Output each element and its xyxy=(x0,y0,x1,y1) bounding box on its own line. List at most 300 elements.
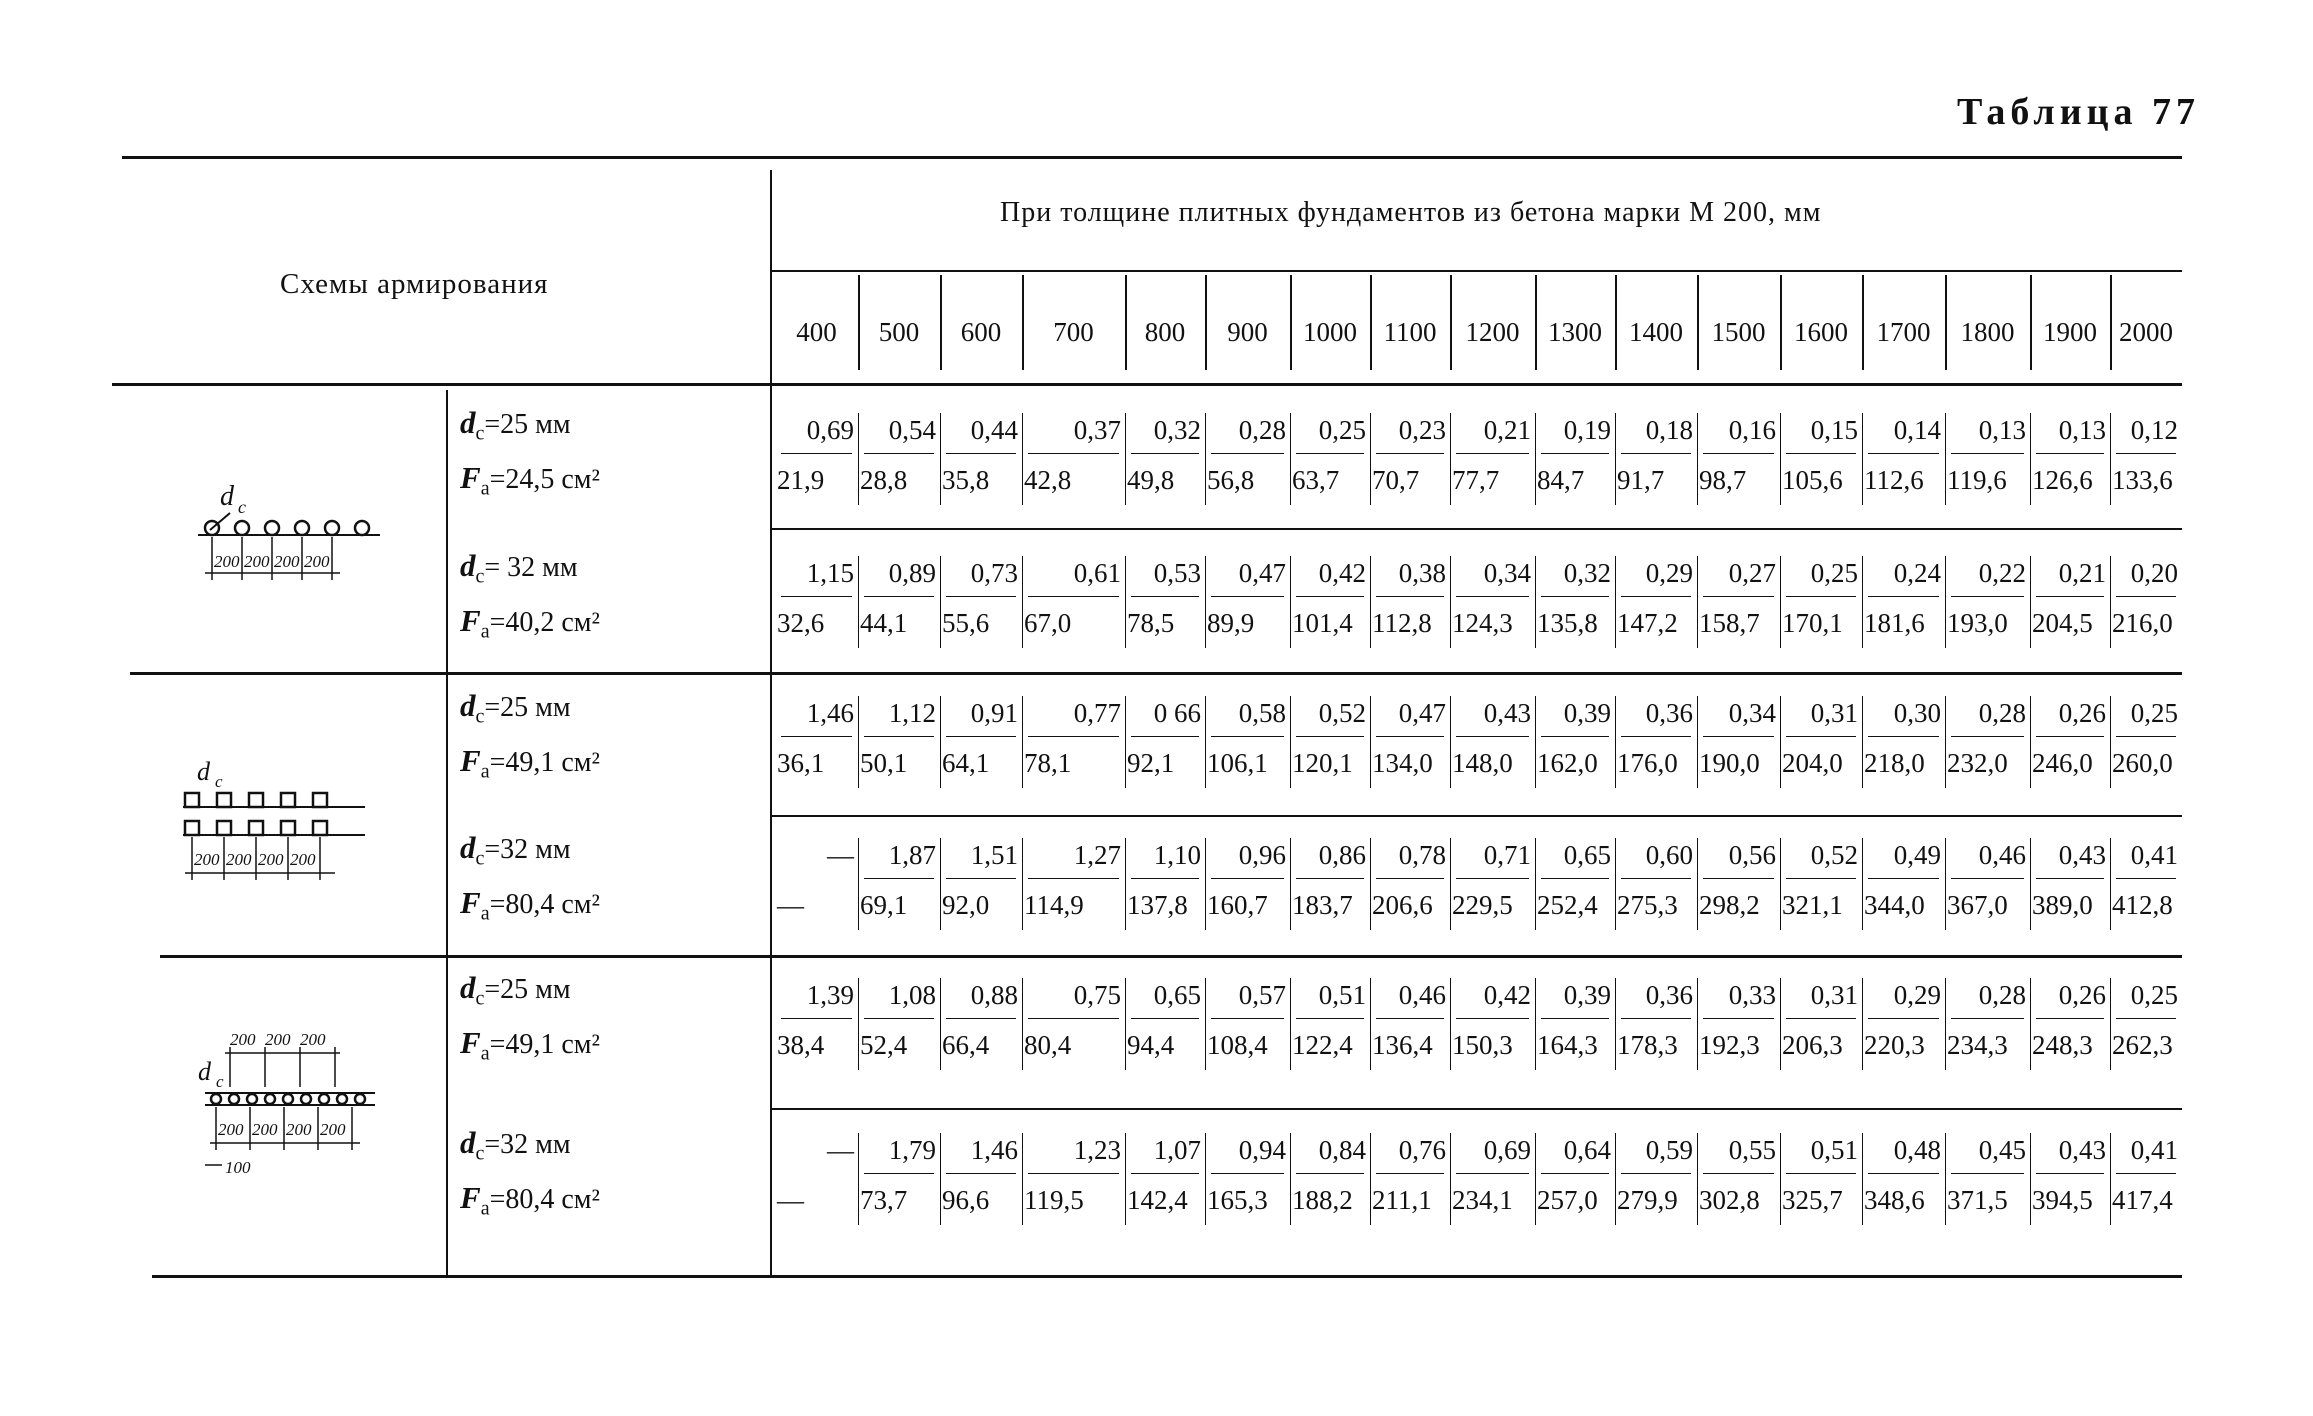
svg-text:200: 200 xyxy=(226,850,252,869)
fraction-bar xyxy=(1541,736,1609,737)
svg-text:d: d xyxy=(197,757,210,786)
cell-bottom-value: 119,5 xyxy=(1024,1185,1084,1215)
cell-bottom-value: 417,4 xyxy=(2112,1185,2173,1215)
cell-bottom-value: 64,1 xyxy=(942,748,990,778)
cell-top-value: 0,86 xyxy=(1318,840,1366,870)
fraction-bar xyxy=(1296,1018,1364,1019)
cell-bottom-value: 122,4 xyxy=(1292,1030,1353,1060)
svg-text:200: 200 xyxy=(244,552,270,571)
fraction-bar xyxy=(1868,1173,1939,1174)
svg-text:200: 200 xyxy=(258,850,284,869)
cell-bottom-value: 206,3 xyxy=(1782,1030,1843,1060)
fraction-bar xyxy=(1211,736,1284,737)
cell-rule xyxy=(1290,413,1291,505)
cell-bottom-value: 262,3 xyxy=(2112,1030,2173,1060)
svg-text:200: 200 xyxy=(230,1030,256,1049)
cell-top-value: 0,45 xyxy=(1978,1135,2026,1165)
cell-rule xyxy=(1945,413,1946,505)
cell-bottom-value: 119,6 xyxy=(1947,465,2007,495)
cell-top-value: 1,27 xyxy=(1073,840,1121,870)
column-rule xyxy=(1370,275,1372,370)
cell-top-value: 0,48 xyxy=(1893,1135,1941,1165)
svg-text:200: 200 xyxy=(194,850,220,869)
cell-top-value: 0,20 xyxy=(2130,558,2178,588)
cell-rule xyxy=(858,696,859,788)
cell-rule xyxy=(1535,696,1536,788)
diameter-label: $d_с=25$ мм xyxy=(460,970,571,1010)
cell-rule xyxy=(940,413,941,505)
cell-bottom-value: 216,0 xyxy=(2112,608,2173,638)
cell-top-value: 0,34 xyxy=(1483,558,1531,588)
cell-top-value: 0,28 xyxy=(1978,698,2026,728)
cell-rule xyxy=(1290,696,1291,788)
cell-top-value: 0,43 xyxy=(2058,840,2106,870)
cell-top-value: 0,46 xyxy=(1978,840,2026,870)
cell-rule xyxy=(1370,556,1371,648)
cell-bottom-value: 162,0 xyxy=(1537,748,1598,778)
cell-rule xyxy=(1370,978,1371,1070)
section-rule xyxy=(160,955,2182,958)
fraction-bar xyxy=(1703,596,1774,597)
cell-top-value: 0,26 xyxy=(2058,698,2106,728)
fraction-bar xyxy=(864,453,934,454)
cell-rule xyxy=(1022,1133,1023,1225)
cell-rule xyxy=(1780,1133,1781,1225)
cell-bottom-value: 150,3 xyxy=(1452,1030,1513,1060)
svg-text:200: 200 xyxy=(274,552,300,571)
cell-rule xyxy=(1205,413,1206,505)
cell-bottom-value: 96,6 xyxy=(942,1185,990,1215)
svg-text:200: 200 xyxy=(214,552,240,571)
column-header: 700 xyxy=(1053,317,1094,347)
cell-bottom-value: 78,1 xyxy=(1024,748,1072,778)
cell-rule xyxy=(1615,696,1616,788)
cell-rule xyxy=(1450,1133,1451,1225)
fraction-bar xyxy=(946,596,1016,597)
cell-rule xyxy=(1697,696,1698,788)
fraction-bar xyxy=(1541,1173,1609,1174)
cell-top-value: 0,15 xyxy=(1810,415,1858,445)
fraction-bar xyxy=(1621,1173,1691,1174)
fraction-bar xyxy=(1376,1173,1444,1174)
cell-top-value: 0 66 xyxy=(1153,698,1201,728)
cell-top-value: 0,36 xyxy=(1645,980,1693,1010)
column-header: 900 xyxy=(1227,317,1268,347)
cell-rule xyxy=(1125,696,1126,788)
cell-rule xyxy=(2110,978,2111,1070)
fraction-bar xyxy=(946,736,1016,737)
cell-bottom-value: 344,0 xyxy=(1864,890,1925,920)
cell-top-value: 0,29 xyxy=(1645,558,1693,588)
svg-text:200: 200 xyxy=(252,1120,278,1139)
fraction-bar xyxy=(1131,596,1199,597)
cell-bottom-value: 21,9 xyxy=(777,465,825,495)
cell-rule xyxy=(1780,696,1781,788)
fraction-bar xyxy=(1868,453,1939,454)
row-rule xyxy=(772,528,2182,530)
cell-rule xyxy=(2110,696,2111,788)
cell-top-value: 0,38 xyxy=(1398,558,1446,588)
cell-top-value: 0,28 xyxy=(1238,415,1286,445)
cell-rule xyxy=(2030,838,2031,930)
cell-bottom-value: 160,7 xyxy=(1207,890,1268,920)
cell-bottom-value: 108,4 xyxy=(1207,1030,1268,1060)
cell-top-value: 0,56 xyxy=(1728,840,1776,870)
cell-rule xyxy=(1370,1133,1371,1225)
cell-rule xyxy=(1450,696,1451,788)
diameter-label: $d_с= 32$ мм xyxy=(460,548,578,588)
fraction-bar xyxy=(1786,878,1856,879)
cell-top-value: 1,79 xyxy=(888,1135,936,1165)
cell-top-value: 1,46 xyxy=(970,1135,1018,1165)
cell-bottom-value: 321,1 xyxy=(1782,890,1843,920)
fraction-bar xyxy=(1376,1018,1444,1019)
cell-bottom-value: 220,3 xyxy=(1864,1030,1925,1060)
cell-bottom-value: 67,0 xyxy=(1024,608,1072,638)
svg-text:200: 200 xyxy=(218,1120,244,1139)
fraction-bar xyxy=(1541,453,1609,454)
column-header: 1100 xyxy=(1383,317,1437,347)
cell-top-value: 0,47 xyxy=(1238,558,1286,588)
cell-rule xyxy=(1205,556,1206,648)
scheme-diagram-single-layer xyxy=(190,475,400,605)
fraction-bar xyxy=(1868,878,1939,879)
fraction-bar xyxy=(1951,1173,2024,1174)
diameter-label: $d_с=32$ мм xyxy=(460,1125,571,1165)
cell-bottom-value: 106,1 xyxy=(1207,748,1268,778)
cell-bottom-value: 137,8 xyxy=(1127,890,1188,920)
column-rule xyxy=(1022,275,1024,370)
area-label: $F_a=80,4$ см² xyxy=(460,885,600,925)
cell-top-value: 0,41 xyxy=(2130,840,2178,870)
fraction-bar xyxy=(1131,736,1199,737)
cell-top-value: 0,78 xyxy=(1398,840,1446,870)
cell-top-value: 0,65 xyxy=(1153,980,1201,1010)
fraction-bar xyxy=(1296,736,1364,737)
cell-bottom-value: 204,0 xyxy=(1782,748,1843,778)
cell-rule xyxy=(2030,556,2031,648)
svg-text:200: 200 xyxy=(304,552,330,571)
cell-rule xyxy=(1290,978,1291,1070)
cell-bottom-value: 133,6 xyxy=(2112,465,2173,495)
cell-top-value: 0,31 xyxy=(1810,980,1858,1010)
cell-top-value: 0,21 xyxy=(1483,415,1531,445)
schemes-header: Схемы армирования xyxy=(280,268,549,300)
cell-rule xyxy=(940,696,941,788)
area-label: $F_a=40,2$ см² xyxy=(460,603,600,643)
cell-bottom-value: 279,9 xyxy=(1617,1185,1678,1215)
cell-rule xyxy=(1615,838,1616,930)
cell-top-value: 0,96 xyxy=(1238,840,1286,870)
cell-bottom-value: 70,7 xyxy=(1372,465,1420,495)
cell-rule xyxy=(1862,556,1863,648)
fraction-bar xyxy=(1703,878,1774,879)
cell-top-value: — xyxy=(827,1135,854,1165)
fraction-bar xyxy=(2116,453,2176,454)
fraction-bar xyxy=(1786,1018,1856,1019)
diameter-label: $d_с=32$ мм xyxy=(460,830,571,870)
cell-bottom-value: 114,9 xyxy=(1024,890,1084,920)
cell-bottom-value: 42,8 xyxy=(1024,465,1072,495)
cell-top-value: 0,58 xyxy=(1238,698,1286,728)
cell-rule xyxy=(940,838,941,930)
cell-bottom-value: 298,2 xyxy=(1699,890,1760,920)
cell-bottom-value: 260,0 xyxy=(2112,748,2173,778)
cell-rule xyxy=(1205,838,1206,930)
fraction-bar xyxy=(2116,1173,2176,1174)
cell-rule xyxy=(1022,556,1023,648)
svg-text:200: 200 xyxy=(286,1120,312,1139)
fraction-bar xyxy=(1786,736,1856,737)
cell-bottom-value: 394,5 xyxy=(2032,1185,2093,1215)
cell-top-value: 0,71 xyxy=(1483,840,1531,870)
scheme-diagram-offset-layers xyxy=(190,1025,410,1185)
cell-top-value: 0,69 xyxy=(806,415,854,445)
fraction-bar xyxy=(1456,1018,1529,1019)
fraction-bar xyxy=(2036,1018,2104,1019)
cell-bottom-value: 126,6 xyxy=(2032,465,2093,495)
cell-top-value: 1,15 xyxy=(806,558,854,588)
column-rule xyxy=(1862,275,1864,370)
cell-bottom-value: 206,6 xyxy=(1372,890,1433,920)
cell-top-value: 1,39 xyxy=(806,980,854,1010)
cell-top-value: 0,13 xyxy=(2058,415,2106,445)
cell-rule xyxy=(1125,413,1126,505)
cell-bottom-value: 302,8 xyxy=(1699,1185,1760,1215)
cell-rule xyxy=(1535,838,1536,930)
cell-top-value: 0,39 xyxy=(1563,980,1611,1010)
cell-bottom-value: 181,6 xyxy=(1864,608,1925,638)
cell-top-value: 0,49 xyxy=(1893,840,1941,870)
column-rule xyxy=(1205,275,1207,370)
cell-bottom-value: 78,5 xyxy=(1127,608,1175,638)
cell-bottom-value: 170,1 xyxy=(1782,608,1843,638)
scheme-diagram-double-layer xyxy=(175,755,385,895)
area-label: $F_a=24,5$ см² xyxy=(460,460,600,500)
fraction-bar xyxy=(1028,596,1119,597)
cell-rule xyxy=(1697,838,1698,930)
cell-rule xyxy=(1945,556,1946,648)
cell-top-value: 0,27 xyxy=(1728,558,1776,588)
cell-bottom-value: 89,9 xyxy=(1207,608,1255,638)
cell-top-value: 1,08 xyxy=(888,980,936,1010)
cell-rule xyxy=(1615,1133,1616,1225)
cell-bottom-value: 164,3 xyxy=(1537,1030,1598,1060)
fraction-bar xyxy=(1028,1173,1119,1174)
cell-rule xyxy=(1862,413,1863,505)
cell-bottom-value: 120,1 xyxy=(1292,748,1353,778)
fraction-bar xyxy=(1868,596,1939,597)
cell-rule xyxy=(858,556,859,648)
cell-rule xyxy=(1370,838,1371,930)
fraction-bar xyxy=(1786,453,1856,454)
cell-rule xyxy=(940,978,941,1070)
column-rule xyxy=(1945,275,1947,370)
svg-text:200: 200 xyxy=(265,1030,291,1049)
column-header: 1800 xyxy=(1960,317,2015,347)
cell-top-value: 0,14 xyxy=(1893,415,1941,445)
cell-top-value: 0,42 xyxy=(1318,558,1366,588)
column-header: 1600 xyxy=(1794,317,1848,347)
fraction-bar xyxy=(1621,736,1691,737)
fraction-bar xyxy=(1951,453,2024,454)
cell-rule xyxy=(1945,978,1946,1070)
cell-top-value: 0,43 xyxy=(1483,698,1531,728)
svg-text:c: c xyxy=(216,1072,224,1091)
fraction-bar xyxy=(781,596,852,597)
cell-rule xyxy=(1780,838,1781,930)
fraction-bar xyxy=(1376,453,1444,454)
cell-top-value: 0,39 xyxy=(1563,698,1611,728)
cell-rule xyxy=(1697,978,1698,1070)
column-header: 800 xyxy=(1144,317,1186,347)
cell-top-value: 0,41 xyxy=(2130,1135,2178,1165)
bottom-rule xyxy=(152,1275,2182,1278)
cell-rule xyxy=(1945,696,1946,788)
cell-rule xyxy=(1615,413,1616,505)
area-label: $F_a=49,1$ см² xyxy=(460,1025,600,1065)
fraction-bar xyxy=(1131,453,1199,454)
cell-top-value: 0,54 xyxy=(888,415,936,445)
column-rule xyxy=(2110,275,2112,370)
cell-top-value: 0,52 xyxy=(1810,840,1858,870)
cell-rule xyxy=(1697,556,1698,648)
cell-top-value: 1,10 xyxy=(1153,840,1201,870)
fraction-bar xyxy=(946,878,1016,879)
cell-top-value: 0,19 xyxy=(1563,415,1611,445)
cell-top-value: 0,44 xyxy=(970,415,1018,445)
cell-bottom-value: 135,8 xyxy=(1537,608,1598,638)
cell-bottom-value: 77,7 xyxy=(1452,465,1500,495)
cell-rule xyxy=(858,978,859,1070)
cell-top-value: 0,25 xyxy=(2130,698,2178,728)
column-header: 500 xyxy=(878,317,920,347)
fraction-bar xyxy=(1456,736,1529,737)
fraction-bar xyxy=(1028,736,1119,737)
cell-top-value: 1,12 xyxy=(888,698,936,728)
fraction-bar xyxy=(1211,453,1284,454)
cell-bottom-value: 92,1 xyxy=(1127,748,1175,778)
cell-rule xyxy=(2110,413,2111,505)
top-rule xyxy=(122,156,2182,159)
cell-bottom-value: 52,4 xyxy=(860,1030,908,1060)
svg-text:200: 200 xyxy=(320,1120,346,1139)
column-rule xyxy=(1780,275,1782,370)
column-header: 1300 xyxy=(1548,317,1602,347)
cell-top-value: 0,88 xyxy=(970,980,1018,1010)
cell-top-value: 0,30 xyxy=(1893,698,1941,728)
column-header: 1200 xyxy=(1465,317,1520,347)
cell-top-value: 0,25 xyxy=(1810,558,1858,588)
fraction-bar xyxy=(1456,1173,1529,1174)
cell-bottom-value: 112,6 xyxy=(1864,465,1924,495)
cell-top-value: 0,57 xyxy=(1238,980,1286,1010)
cell-bottom-value: 246,0 xyxy=(2032,748,2093,778)
cell-rule xyxy=(2030,696,2031,788)
fraction-bar xyxy=(1456,878,1529,879)
row-rule xyxy=(772,815,2182,817)
cell-bottom-value: 176,0 xyxy=(1617,748,1678,778)
fraction-bar xyxy=(1296,596,1364,597)
cell-bottom-value: 371,5 xyxy=(1947,1185,2008,1215)
fraction-bar xyxy=(2036,736,2104,737)
fraction-bar xyxy=(1868,736,1939,737)
fraction-bar xyxy=(781,1018,852,1019)
cell-rule xyxy=(1535,978,1536,1070)
cell-top-value: 0,29 xyxy=(1893,980,1941,1010)
cell-rule xyxy=(2110,1133,2111,1225)
cell-top-value: 0,22 xyxy=(1978,558,2026,588)
fraction-bar xyxy=(1621,878,1691,879)
svg-text:200: 200 xyxy=(300,1030,326,1049)
cell-rule xyxy=(1205,1133,1206,1225)
column-header: 600 xyxy=(960,317,1002,347)
cell-bottom-value: 28,8 xyxy=(860,465,908,495)
fraction-bar xyxy=(1786,596,1856,597)
cell-top-value: 0,76 xyxy=(1398,1135,1446,1165)
cell-top-value: 0,89 xyxy=(888,558,936,588)
cell-top-value: 0,34 xyxy=(1728,698,1776,728)
fraction-bar xyxy=(2116,596,2176,597)
cell-bottom-value: 367,0 xyxy=(1947,890,2008,920)
cell-bottom-value: 63,7 xyxy=(1292,465,1340,495)
fraction-bar xyxy=(1703,453,1774,454)
fraction-bar xyxy=(1376,878,1444,879)
fraction-bar xyxy=(1211,1018,1284,1019)
cell-top-value: 0,73 xyxy=(970,558,1018,588)
thickness-header: При толщине плитных фундаментов из бетона марки М 200, мм xyxy=(1000,197,1822,228)
cell-rule xyxy=(1450,556,1451,648)
cell-top-value: 0,47 xyxy=(1398,698,1446,728)
column-header: 400 xyxy=(796,317,837,347)
fraction-bar xyxy=(946,1173,1016,1174)
cell-rule xyxy=(1290,838,1291,930)
cell-bottom-value: 348,6 xyxy=(1864,1185,1925,1215)
cell-top-value: 0,65 xyxy=(1563,840,1611,870)
fraction-bar xyxy=(1131,1018,1199,1019)
fraction-bar xyxy=(864,596,934,597)
cell-bottom-value: 232,0 xyxy=(1947,748,2008,778)
cell-top-value: 0,21 xyxy=(2058,558,2106,588)
fraction-bar xyxy=(1028,1018,1119,1019)
svg-text:c: c xyxy=(238,497,246,517)
cell-bottom-value: 192,3 xyxy=(1699,1030,1760,1060)
cell-rule xyxy=(1862,1133,1863,1225)
cell-bottom-value: 66,4 xyxy=(942,1030,990,1060)
fraction-bar xyxy=(1786,1173,1856,1174)
cell-rule xyxy=(1780,556,1781,648)
cell-rule xyxy=(1450,838,1451,930)
cell-top-value: 0,77 xyxy=(1073,698,1121,728)
fraction-bar xyxy=(1376,736,1444,737)
column-header: 2000 xyxy=(2119,317,2173,347)
cell-bottom-value: 142,4 xyxy=(1127,1185,1188,1215)
cell-bottom-value: 35,8 xyxy=(942,465,990,495)
cell-top-value: 0,84 xyxy=(1318,1135,1366,1165)
cell-bottom-value: 165,3 xyxy=(1207,1185,1268,1215)
cell-top-value: 0,51 xyxy=(1318,980,1366,1010)
fraction-bar xyxy=(1703,736,1774,737)
fraction-bar xyxy=(781,736,852,737)
cell-top-value: 0,37 xyxy=(1073,415,1121,445)
fraction-bar xyxy=(864,1018,934,1019)
cell-bottom-value: 124,3 xyxy=(1452,608,1513,638)
cell-top-value: 0,42 xyxy=(1483,980,1531,1010)
area-label: $F_a=80,4$ см² xyxy=(460,1180,600,1220)
cell-top-value: 0,33 xyxy=(1728,980,1776,1010)
cell-bottom-value: 98,7 xyxy=(1699,465,1747,495)
cell-bottom-value: 147,2 xyxy=(1617,608,1678,638)
